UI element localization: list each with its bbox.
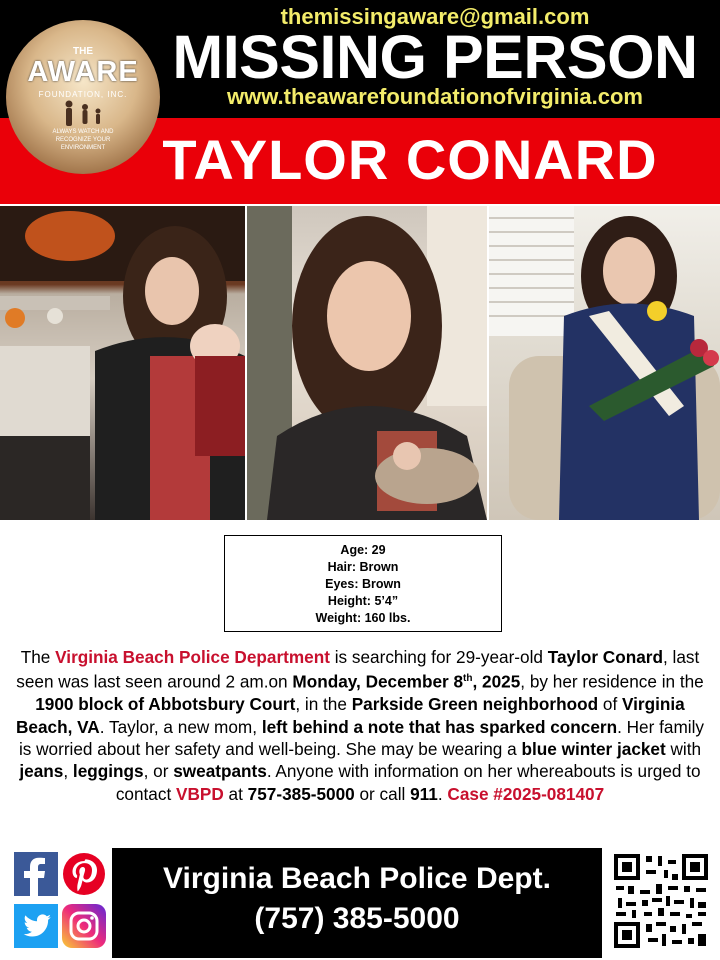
logo-the: THE <box>73 46 93 57</box>
qr-code-icon[interactable] <box>612 852 710 950</box>
last-seen-date: Monday, December 8 <box>292 672 464 693</box>
weight-line: Weight: 160 lbs. <box>315 611 411 625</box>
instagram-icon[interactable] <box>62 904 106 948</box>
case-description: The Virginia Beach Police Department is searching for 29-year-old Taylor Conard, last seen was last seen around 2 am.on Monday, December 8th, 2025, by her residence in the 1900 block of Abbotsbury Court, in the Parkside Green neighborhood of Virginia Beach, VA. Taylor, a new mom, left behind a note that has sparked concern. Her family is worried about her safety and well-being. She may be wearing a blue winter jacket with jeans, leggings, or sweatpants. Anyone with information on her whereabouts is urged to contact VBPD at 757-385-5000 or call 911. Case #2025-081407 <box>15 647 704 804</box>
person-photo-3 <box>489 206 720 520</box>
case-number: Case #2025-081407 <box>447 783 605 804</box>
photo-with-baby-fireplace <box>0 206 245 520</box>
eyes-line: Eyes: Brown <box>325 577 401 591</box>
twitter-icon[interactable] <box>14 904 58 948</box>
aware-foundation-logo <box>6 20 160 174</box>
logo-tagline: ALWAYS WATCH AND RECOGNIZE YOUR ENVIRONMENT <box>52 129 114 151</box>
logo-aware: AWARE <box>27 56 139 88</box>
poster-title: MISSING PERSON <box>172 23 698 91</box>
age-line: Age: 29 <box>340 543 386 557</box>
family-silhouette-icon <box>51 98 115 128</box>
pinterest-icon[interactable] <box>62 852 106 896</box>
contact-email: themissingaware@gmail.com <box>280 4 590 29</box>
logo-foundation: FOUNDATION, INC. <box>38 90 128 99</box>
police-dept-name: Virginia Beach Police Dept. <box>163 862 551 895</box>
physical-description-box <box>224 535 502 632</box>
police-phone: (757) 385-5000 <box>254 902 460 935</box>
photo-holding-baby <box>247 206 487 520</box>
missing-person-name: TAYLOR CONARD <box>162 128 658 191</box>
agency-name: Virginia Beach Police Department <box>55 647 330 667</box>
person-photo-2 <box>247 206 487 520</box>
last-seen-location: 1900 block of Abbotsbury Court <box>35 694 296 715</box>
photo-with-sash-flowers <box>489 206 720 520</box>
facebook-icon[interactable] <box>14 852 58 896</box>
contact-phone: 757-385-5000 <box>247 783 355 804</box>
person-photo-1 <box>0 206 245 520</box>
height-line: Height: 5’4” <box>327 594 399 608</box>
hair-line: Hair: Brown <box>327 560 399 574</box>
website-url: www.theawarefoundationofvirginia.com <box>226 84 643 109</box>
